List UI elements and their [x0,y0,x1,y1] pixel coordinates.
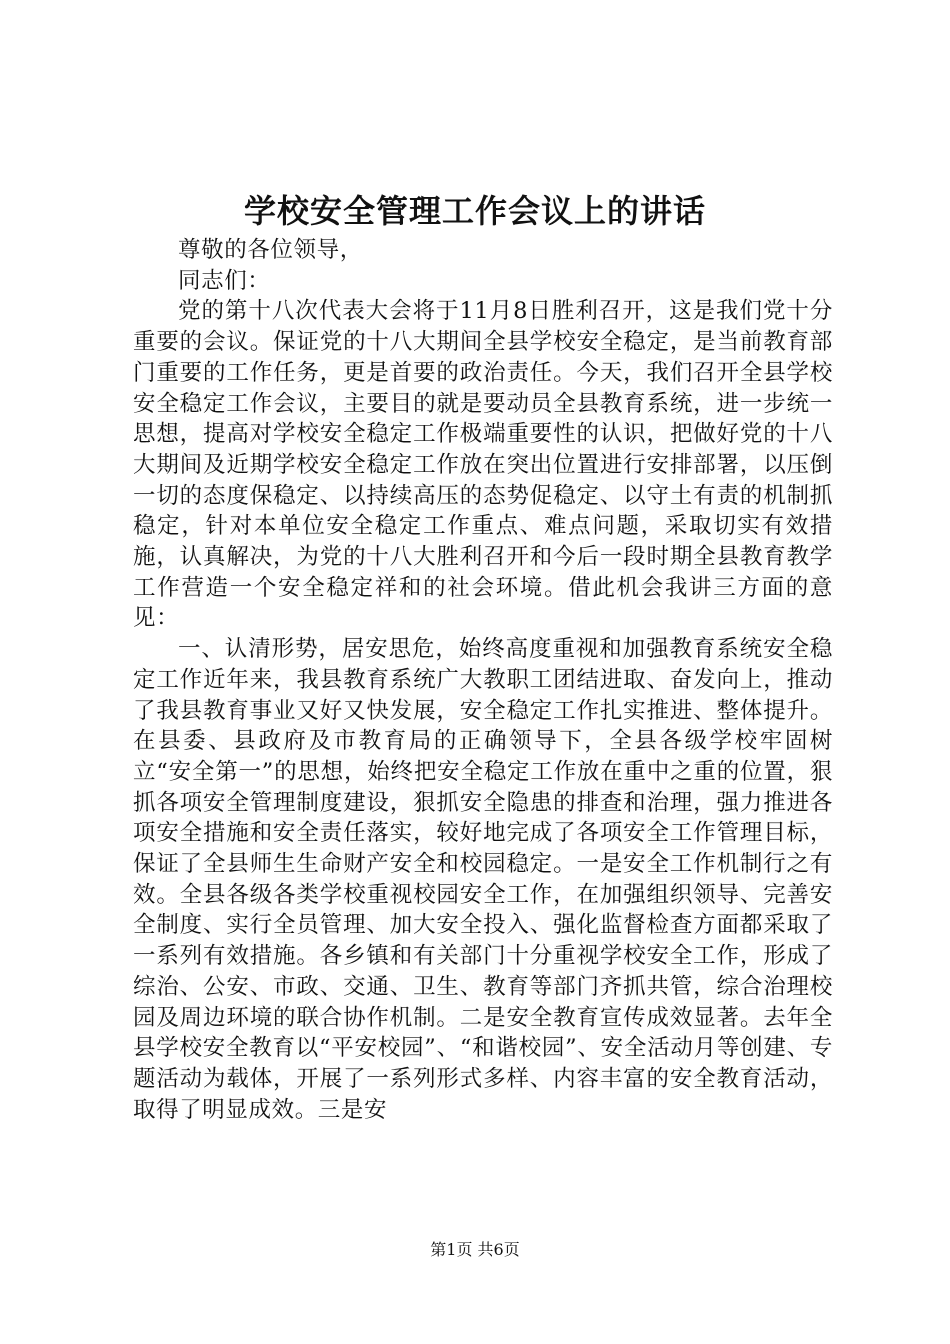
page-footer: 第1页 共6页 [430,1240,520,1259]
paragraph-section-one: 一、认清形势，居安思危，始终高度重视和加强教育系统安全稳定工作近年来，我县教育系统广大教职工团结进取、奋发向上，推动了我县教育事业又好又快发展，安全稳定工作扎实推进、整体提升。在县委、县政府及市教育局的正确领导下，全县各级学校牢固树立“安全第一”的思想，始终把安全稳定工作放在重中之重的位置，狠抓各项安全管理制度建设，狠抓安全隐患的排查和治理，强力推进各项安全措施和安全责任落实，较好地完成了各项安全工作管理目标，保证了全县师生生命财产安全和校园稳定。一是安全工作机制行之有效。全县各级各类学校重视校园安全工作，在加强组织领导、完善安全制度、实行全员管理、加大安全投入、强化监督检查方面都采取了一系列有效措施。各乡镇和有关部门十分重视学校安全工作，形成了综治、公安、市政、交通、卫生、教育等部门齐抓共管，综合治理校园及周边环境的联合协作机制。二是安全教育宣传成效显著。去年全县学校安全教育以“平安校园”、“和谐校园”、安全活动月等创建、专题活动为载体，开展了一系列形式多样、内容丰富的安全教育活动，取得了明显成效。三是安 [133,636,833,1123]
document-body [133,235,833,1125]
document-title: 学校安全管理工作会议上的讲话 [243,192,706,230]
paragraph-intro: 党的第十八次代表大会将于11月8日胜利召开，这是我们党十分重要的会议。保证党的十八大期间全县学校安全稳定，是当前教育部门重要的工作任务，更是首要的政治责任。今天，我们召开全县学校安全稳定工作会议，主要目的就是要动员全县教育系统，进一步统一思想，提高对学校安全稳定工作极端重要性的认识，把做好党的十八大期间及近期学校安全稳定工作放在突出位置进行安排部署，以压倒一切的态度保稳定、以持续高压的态势促稳定、以守土有责的机制抓稳定，针对本单位安全稳定工作重点、难点问题，采取切实有效措施，认真解决，为党的十八大胜利召开和今后一段时期全县教育教学工作营造一个安全稳定祥和的社会环境。借此机会我讲三方面的意见： [133,298,833,632]
salutation-leaders: 尊敬的各位领导， [178,237,363,263]
salutation-comrades: 同志们： [178,267,271,294]
